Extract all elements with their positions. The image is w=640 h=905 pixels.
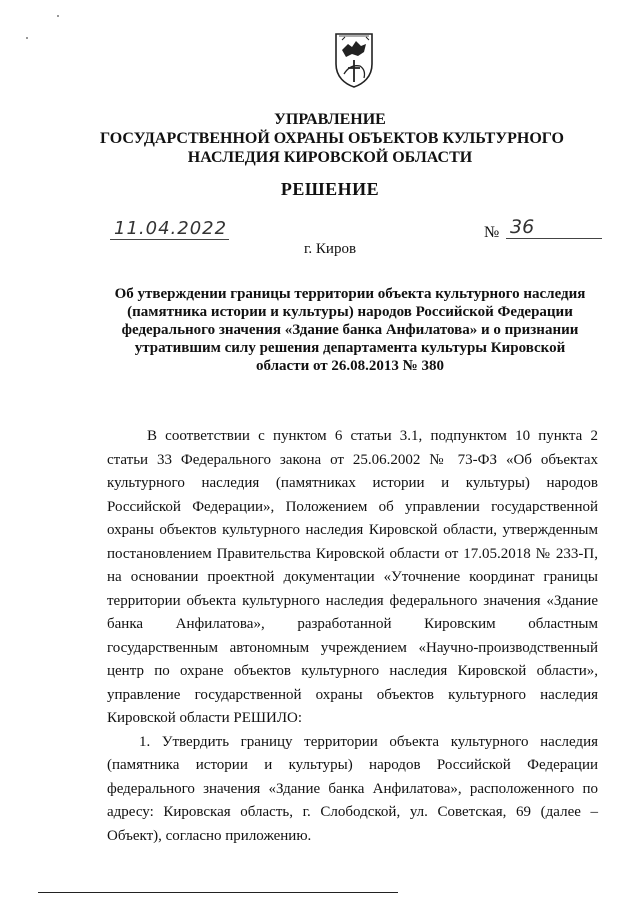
body-line: культурного наследия (памятниках истории и культуры) народов (107, 475, 598, 491)
subject-line: Об утверждении границы территории объекта культурного наследия (114, 286, 586, 302)
handwritten-number: 36 (506, 216, 602, 239)
body-line: государственным автономным учреждением «Научно-производственный (107, 639, 598, 656)
body-line: охраны объектов культурного наследия Кировской области, утвержденным (107, 522, 598, 538)
body-line: постановлением Правительства Кировской области от 17.05.2018 № 233-П, (107, 545, 598, 562)
kirov-oblast-coat-of-arms-icon (330, 30, 378, 90)
body-line: статьи 33 Федерального закона от 25.06.2002 № 73-ФЗ «Об объектах (107, 451, 598, 468)
subject-line: федерального значения «Здание банка Анфилатова» и о признании (121, 322, 579, 338)
number-label: № (484, 224, 500, 241)
body-line: банка Анфилатова», разработанной Кировским областным (107, 616, 598, 632)
list-item-line: федерального значения «Здание банка Анфилатова», расположенного по (107, 780, 598, 797)
body-line: на основании проектной документации «Уточнение координат границы (107, 569, 598, 585)
list-item-line: Объект), согласно приложению. (107, 827, 312, 844)
subject-line: утратившим силу решения департамента культуры Кировской (134, 340, 566, 356)
document-type: РЕШЕНИЕ (280, 179, 380, 199)
organization-line: УПРАВЛЕНИЕ (274, 111, 386, 128)
body-line: управление государственной охраны объектов культурного наследия (107, 686, 598, 703)
body-line: Российской Федерации», Положением об управлении государственной (107, 498, 598, 515)
document-subject (100, 285, 600, 375)
document-body (107, 425, 598, 848)
handwritten-date: 11.04.2022 (110, 218, 229, 240)
organization-name (100, 110, 564, 167)
body-line: центр по охране объектов культурного наследия Кировской области», (107, 663, 598, 679)
footer-rule (38, 892, 398, 893)
subject-line: области от 26.08.2013 № 380 (256, 358, 444, 374)
body-line: Кировской области РЕШИЛО: (107, 710, 303, 726)
scan-speck (26, 37, 28, 39)
body-line: В соответствии с пунктом 6 статьи 3.1, подпунктом 10 пункта 2 (147, 428, 598, 444)
list-item-line: (памятника истории и культуры) народов Российской Федерации (107, 757, 598, 773)
scan-speck (57, 15, 59, 17)
list-item-line: 1. Утвердить границу территории объекта культурного наследия (139, 733, 598, 750)
organization-line: ГОСУДАРСТВЕННОЙ ОХРАНЫ ОБЪЕКТОВ КУЛЬТУРНОГО (100, 130, 564, 147)
subject-line: (памятника истории и культуры) народов Российской Федерации (127, 304, 573, 320)
body-line: территории объекта культурного наследия федерального значения «Здание (107, 592, 598, 609)
city: г. Киров (303, 241, 357, 257)
organization-line: НАСЛЕДИЯ КИРОВСКОЙ ОБЛАСТИ (187, 149, 473, 166)
list-item-line: адресу: Кировская область, г. Слободской, ул. Советская, 69 (далее – (107, 804, 598, 820)
